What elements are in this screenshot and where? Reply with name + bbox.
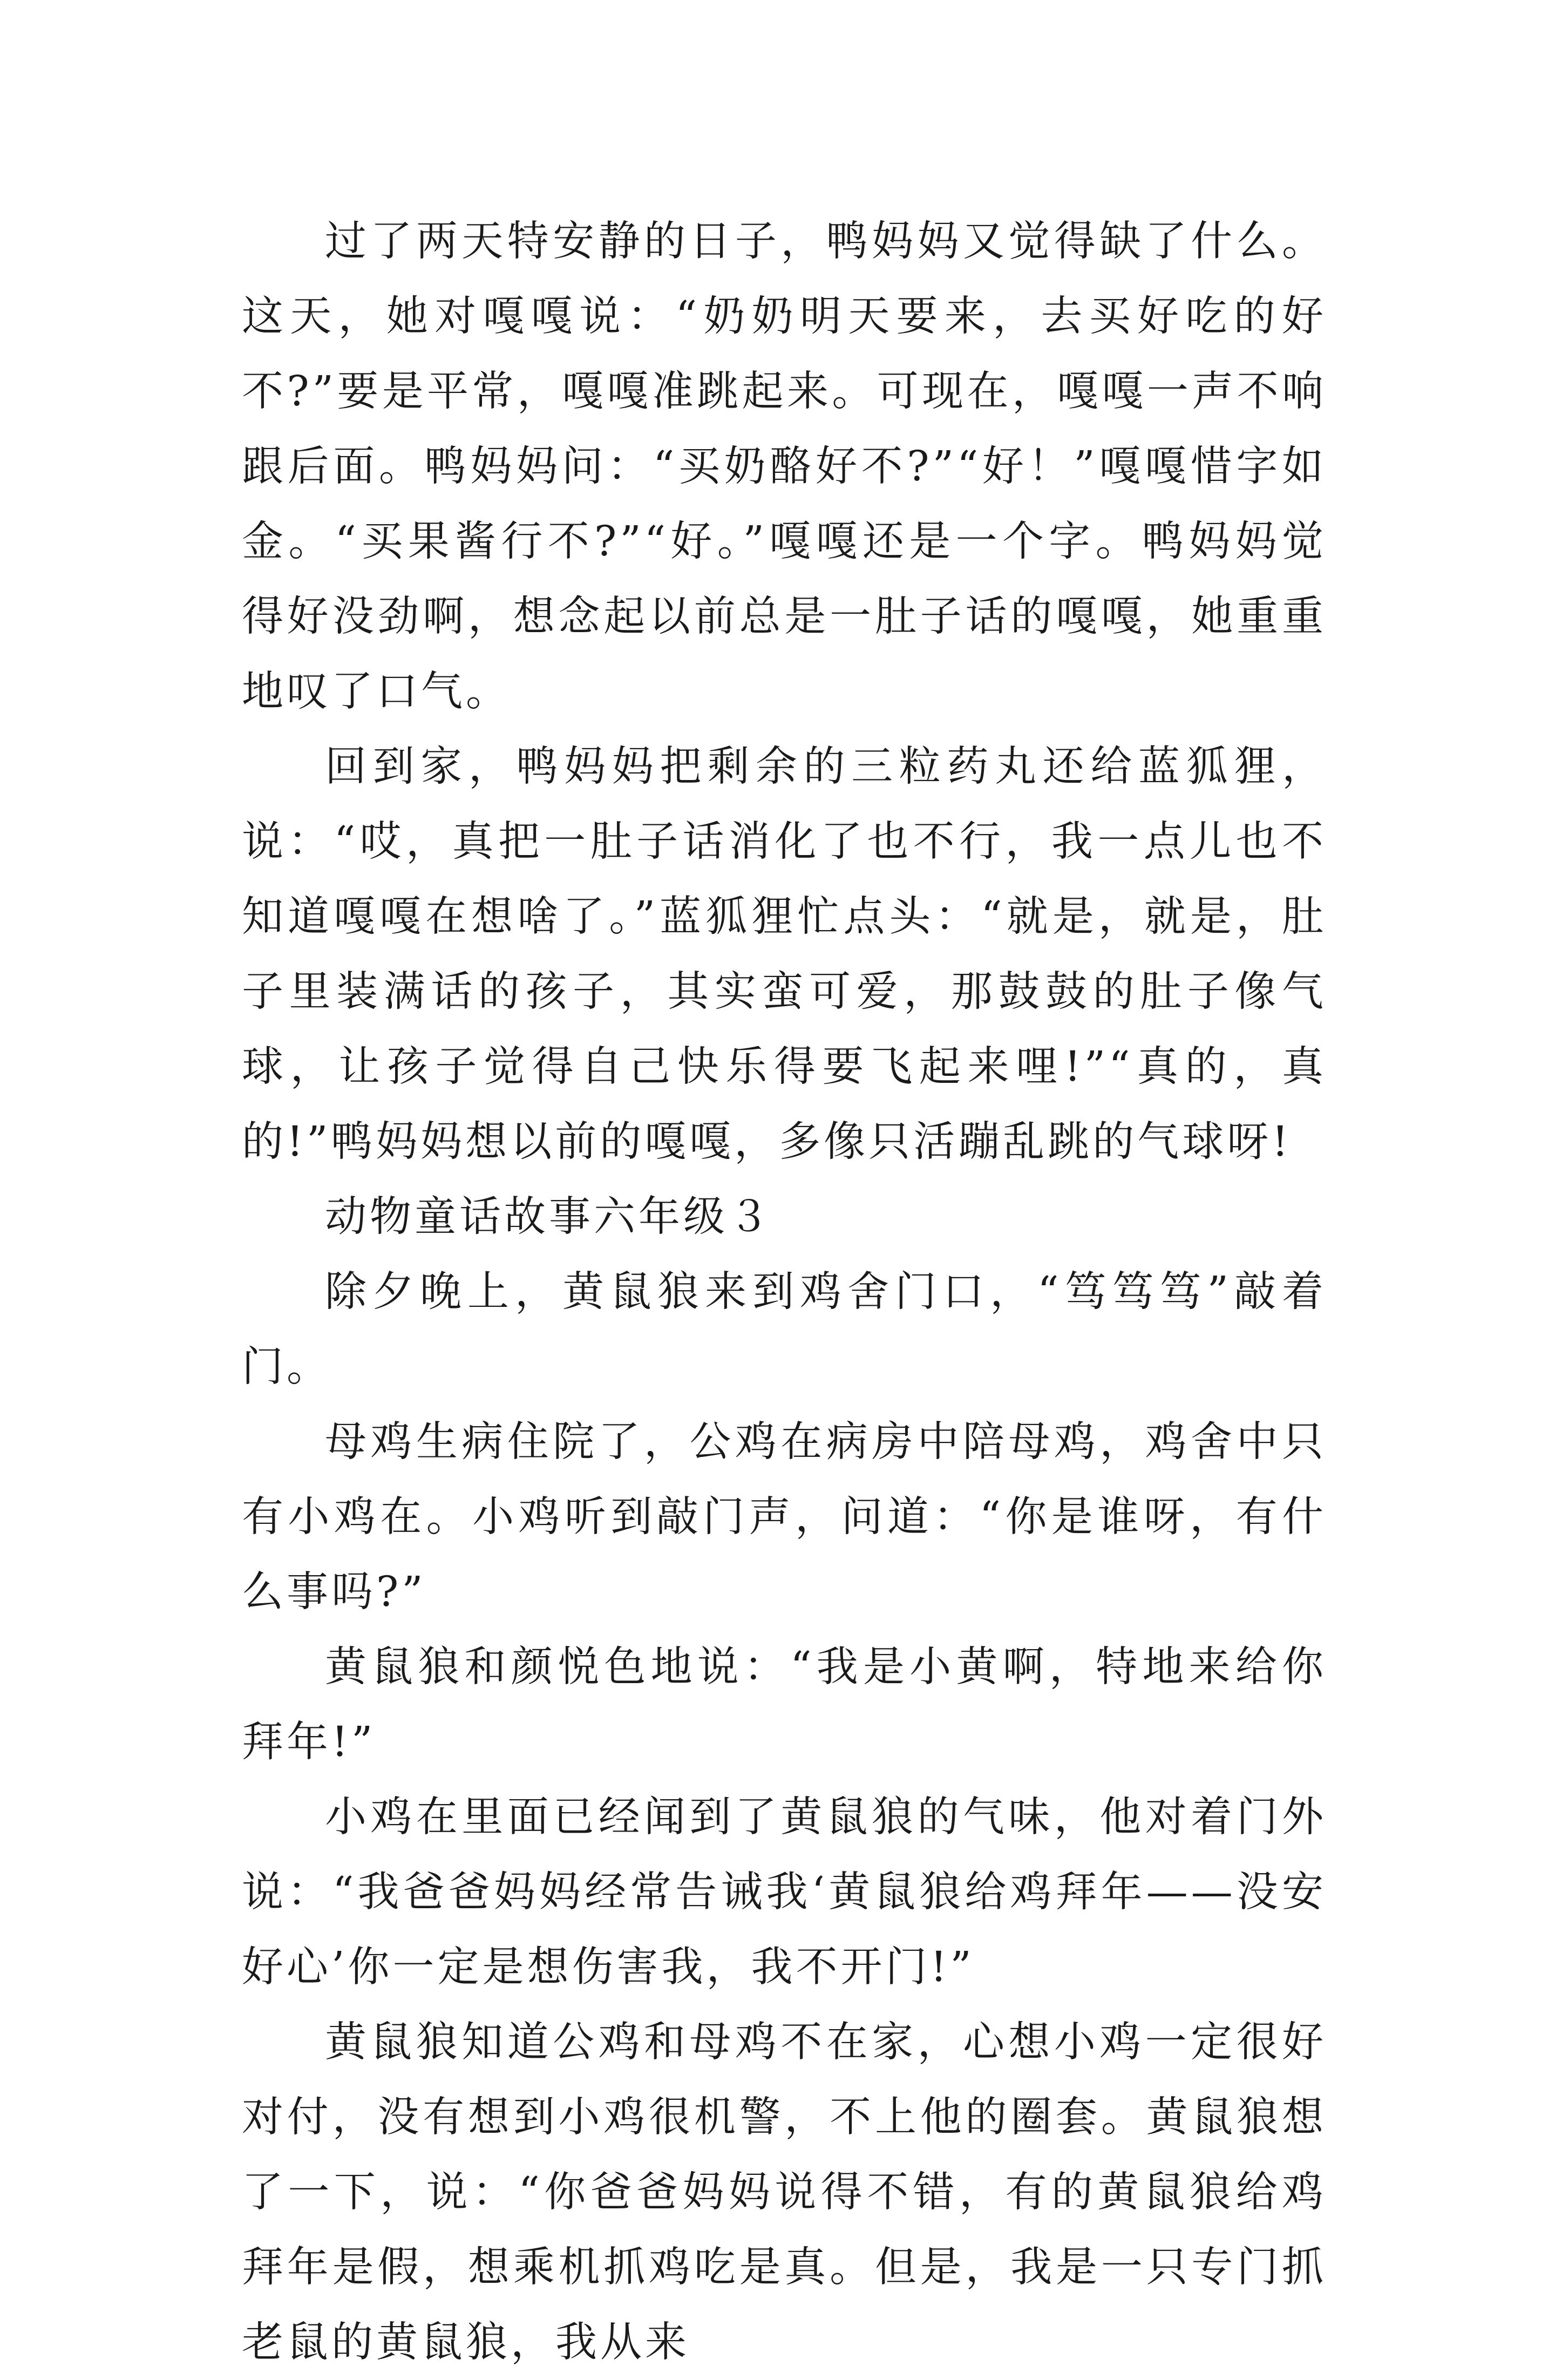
paragraph-4: 母鸡生病住院了，公鸡在病房中陪母鸡，鸡舍中只有小鸡在。小鸡听到敲门声，问道：“你是谁呀，有什么事吗?”	[242, 1418, 1327, 1616]
paragraph-6: 小鸡在里面已经闻到了黄鼠狼的气味，他对着门外说：“我爸爸妈妈经常告诫我‘黄鼠狼给鸡拜年——没安好心’你一定是想伤害我，我不开门!”	[242, 1793, 1327, 1991]
paragraph-7: 黄鼠狼知道公鸡和母鸡不在家，心想小鸡一定很好对付，没有想到小鸡很机警，不上他的圈套。黄鼠狼想了一下，说：“你爸爸妈妈说得不错，有的黄鼠狼给鸡拜年是假，想乘机抓鸡吃是真。但是，我是一只专门抓老鼠的黄鼠狼，我从来	[242, 2018, 1327, 2367]
paragraph-3: 除夕晚上，黄鼠狼来到鸡舍门口，“笃笃笃”敲着门。	[242, 1268, 1327, 1391]
paragraph-5: 黄鼠狼和颜悦色地说：“我是小黄啊，特地来给你拜年!”	[242, 1643, 1327, 1766]
document-body	[242, 204, 1327, 2380]
paragraph-2: 回到家，鸭妈妈把剩余的三粒药丸还给蓝狐狸，说：“哎，真把一肚子话消化了也不行，我一点儿也不知道嘎嘎在想啥了。”蓝狐狸忙点头：“就是，就是，肚子里装满话的孩子，其实蛮可爱，那鼓鼓的肚子像气球，让孩子觉得自己快乐得要飞起来哩!”“真的，真的!”鸭妈妈想以前的嘎嘎，多像只活蹦乱跳的气球呀!	[242, 743, 1327, 1166]
section-heading: 动物童话故事六年级３	[325, 1193, 773, 1241]
paragraph-1: 过了两天特安静的日子，鸭妈妈又觉得缺了什么。这天，她对嘎嘎说：“奶奶明天要来，去买好吃的好不?”要是平常，嘎嘎准跳起来。可现在，嘎嘎一声不响跟后面。鸭妈妈问：“买奶酪好不?”“好！”嘎嘎惜字如金。“买果酱行不?”“好。”嘎嘎还是一个字。鸭妈妈觉得好没劲啊，想念起以前总是一肚子话的嘎嘎，她重重地叹了口气。	[242, 218, 1327, 716]
